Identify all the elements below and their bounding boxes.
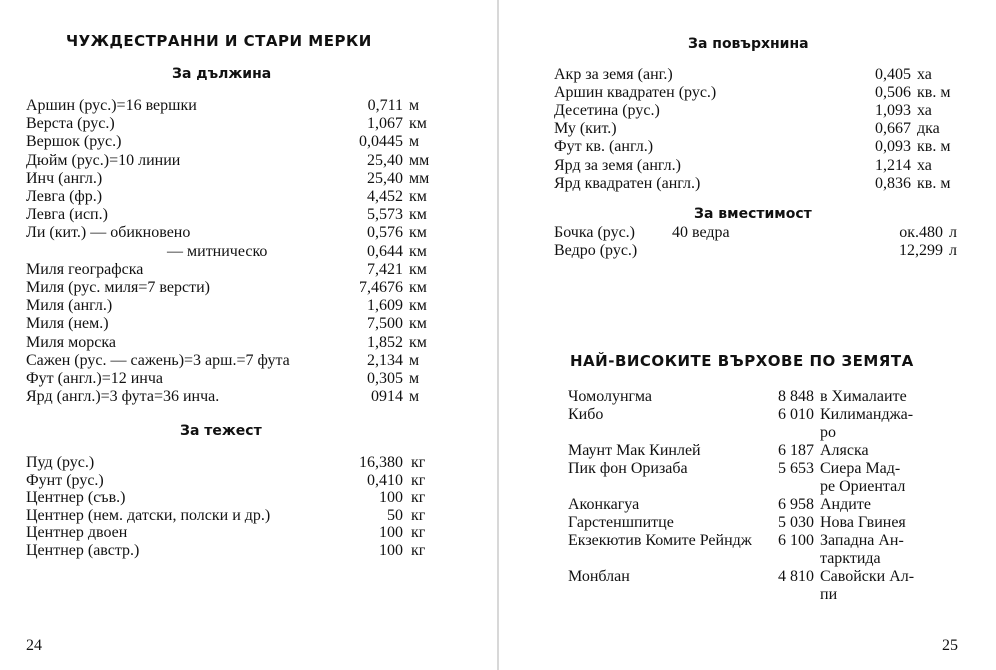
- measure-unit: л: [949, 242, 957, 259]
- measure-name: Миля (англ.): [26, 297, 113, 315]
- measure-unit: м: [409, 388, 420, 406]
- measure-value: 100: [379, 542, 403, 559]
- section-title-weight: За тежест: [180, 423, 262, 439]
- measure-value: 0,0445: [359, 133, 403, 151]
- measure-unit: мм: [409, 169, 430, 187]
- measure-name: Миля (нем.): [26, 315, 109, 333]
- measure-value: 25,40: [367, 151, 403, 169]
- measure-name: — митническо: [167, 242, 268, 260]
- measure-name: Миля морска: [26, 333, 116, 351]
- measure-name: Верста (рус.): [26, 115, 115, 133]
- measure-name: Центнер (нем. датски, полски и др.): [26, 506, 271, 524]
- measure-value: 0914: [371, 388, 403, 406]
- section-title-area: За повърхнина: [688, 36, 809, 52]
- mountain-location-cont: ре Ориентал: [820, 478, 906, 495]
- mountain-location: Килиманджа-: [820, 406, 914, 423]
- mountain-name: Гарстеншпитце: [568, 514, 674, 531]
- measure-name: Ярд (англ.)=3 фута=36 инча.: [26, 388, 220, 406]
- measure-name: Дюйм (рус.)=10 линии: [26, 151, 181, 169]
- measure-unit: км: [409, 242, 427, 260]
- measure-row: [26, 507, 436, 525]
- mountain-location: Сиера Мад-: [820, 460, 901, 477]
- mountain-location: Аляска: [820, 442, 869, 459]
- mountain-location-cont: ро: [820, 424, 836, 441]
- measure-value: 1,609: [367, 297, 403, 315]
- measure-unit: км: [409, 206, 427, 224]
- mountain-height: 5 653: [778, 460, 814, 477]
- mountain-row: [568, 532, 958, 567]
- measure-value: 5,573: [367, 206, 403, 224]
- measure-row: [26, 188, 436, 206]
- measure-unit: м: [409, 370, 420, 387]
- mountain-row: [568, 460, 958, 495]
- measure-unit: кг: [411, 542, 426, 559]
- measure-unit: ха: [917, 102, 932, 120]
- measure-row: [26, 97, 436, 115]
- measure-row: [554, 66, 964, 84]
- measure-unit: ха: [917, 66, 932, 83]
- mountain-location: Нова Гвинея: [820, 514, 906, 531]
- measure-extra: 40 ведра: [672, 224, 730, 241]
- measure-name: Акр за земя (анг.): [554, 66, 673, 83]
- measure-name: Аршин (рус.)=16 вершки: [26, 97, 197, 114]
- measure-value: 1,067: [367, 115, 403, 133]
- measure-value: 7,500: [367, 315, 403, 333]
- mountain-row: [568, 406, 958, 441]
- measure-name: Сажен (рус. — сажень)=3 арш.=7 фута: [26, 351, 290, 369]
- measure-unit: км: [409, 224, 427, 242]
- mountain-name: Кибо: [568, 406, 604, 423]
- measure-value: 100: [379, 524, 403, 542]
- measure-name: Ли (кит.) — обикновено: [26, 224, 191, 242]
- mountain-name: Монблан: [568, 568, 630, 585]
- measure-name: Му (кит.): [554, 120, 617, 138]
- measure-name: Вершок (рус.): [26, 133, 122, 151]
- measure-row: [26, 224, 436, 242]
- measure-unit: кг: [411, 489, 426, 507]
- mountain-location: Андите: [820, 496, 871, 513]
- measure-value: 0,093: [875, 138, 911, 156]
- mountain-height: 6 958: [778, 496, 814, 513]
- page-number-right: 25: [942, 637, 958, 654]
- measure-value: 25,40: [367, 169, 403, 187]
- measure-row: [554, 138, 964, 156]
- mountain-row: [568, 496, 958, 514]
- measure-name: Ярд квадратен (англ.): [554, 174, 701, 192]
- mountain-location: в Хималаите: [820, 388, 907, 405]
- measure-name: Левга (исп.): [26, 206, 108, 224]
- measure-unit: кг: [411, 524, 426, 542]
- measure-name: Фут кв. (англ.): [554, 138, 654, 156]
- mountain-height: 5 030: [778, 514, 814, 531]
- measure-unit: км: [409, 188, 427, 205]
- mountain-height: 6 010: [778, 406, 814, 423]
- mountain-height: 8 848: [778, 388, 814, 405]
- measure-value: 0,836: [875, 174, 911, 192]
- measure-row: [26, 454, 436, 472]
- measure-value: 0,711: [367, 97, 403, 114]
- measure-unit: кг: [411, 506, 426, 524]
- measure-unit: км: [409, 115, 427, 133]
- measure-value: 50: [387, 506, 403, 524]
- mountains-title: НАЙ-ВИСОКИТЕ ВЪРХОВЕ ПО ЗЕМЯТА: [570, 352, 914, 370]
- measure-row: [554, 242, 964, 260]
- measure-unit: кг: [411, 471, 426, 489]
- measure-value: 1,214: [875, 156, 911, 174]
- page-main-title: ЧУЖДЕСТРАННИ И СТАРИ МЕРКИ: [66, 32, 372, 50]
- mountain-name: Аконкагуа: [568, 496, 640, 513]
- mountain-height: 6 100: [778, 532, 814, 549]
- measure-unit: л: [949, 224, 957, 241]
- measure-value: 0,644: [367, 242, 403, 260]
- measure-unit: км: [409, 315, 427, 333]
- measure-unit: ха: [917, 156, 932, 174]
- measure-value: 7,4676: [359, 279, 403, 296]
- measure-row: [26, 472, 436, 490]
- measure-row: [554, 84, 964, 102]
- measure-row: [26, 388, 436, 406]
- measure-value: 7,421: [367, 260, 403, 278]
- measure-name: Миля географска: [26, 260, 144, 278]
- measure-value: 0,667: [875, 120, 911, 138]
- measure-row: [554, 175, 964, 193]
- mountain-height: 6 187: [778, 442, 814, 459]
- measure-row: [26, 489, 436, 507]
- measure-row: [26, 170, 436, 188]
- mountain-height: 4 810: [778, 568, 814, 585]
- mountain-location: Западна Ан-: [820, 532, 904, 549]
- mountain-location-cont: пи: [820, 586, 838, 603]
- measure-unit: км: [409, 297, 427, 315]
- measure-value: 1,093: [875, 102, 911, 120]
- mountain-name: Чомолунгма: [568, 388, 653, 405]
- mountain-location-cont: тарктида: [820, 550, 881, 567]
- measure-row: [26, 524, 436, 542]
- mountain-row: [568, 514, 958, 532]
- measure-unit: м: [409, 97, 420, 114]
- measure-name: Центнер (съв.): [26, 489, 126, 507]
- measure-name: Ярд за земя (англ.): [554, 156, 681, 174]
- measure-unit: мм: [409, 151, 430, 169]
- measure-value: 0,506: [875, 84, 911, 102]
- measure-unit: км: [409, 279, 427, 296]
- measure-name: Бочка (рус.): [554, 224, 635, 241]
- measure-name: Фут (англ.)=12 инча: [26, 370, 163, 387]
- measure-name: Аршин квадратен (рус.): [554, 84, 717, 102]
- measure-unit: км: [409, 260, 427, 278]
- section-title-volume: За вместимост: [694, 206, 812, 222]
- measure-unit: кв. м: [917, 138, 951, 156]
- mountain-location: Савойски Ал-: [820, 568, 915, 585]
- measure-row: [26, 297, 436, 315]
- mountain-name: Пик фон Оризаба: [568, 460, 688, 477]
- measure-row: [554, 120, 964, 138]
- measure-name: Десетина (рус.): [554, 102, 660, 120]
- measure-value: 100: [379, 489, 403, 507]
- measure-row: [26, 152, 436, 170]
- measure-unit: кв. м: [917, 174, 951, 192]
- page-right: [498, 0, 996, 670]
- mountain-row: [568, 442, 958, 460]
- measure-value: 0,576: [367, 224, 403, 242]
- measure-value: 4,452: [367, 188, 403, 205]
- measure-name: Пуд (рус.): [26, 454, 95, 471]
- measure-unit: м: [409, 133, 420, 151]
- measure-row: [26, 352, 436, 370]
- measure-name: Инч (англ.): [26, 169, 103, 187]
- measure-value: 12,299: [899, 242, 943, 259]
- measure-row: [26, 261, 436, 279]
- section-title-length: За дължина: [172, 66, 272, 82]
- measure-value: 2,134: [367, 351, 403, 369]
- measure-value: ок.480: [899, 224, 943, 241]
- measure-name: Ведро (рус.): [554, 242, 638, 259]
- measure-value: 0,410: [367, 471, 403, 489]
- mountain-name: Екзекютив Комите Рейндж: [568, 532, 752, 549]
- measure-row: [554, 157, 964, 175]
- mountain-row: [568, 568, 958, 603]
- measure-unit: дка: [917, 120, 940, 138]
- measure-name: Миля (рус. миля=7 версти): [26, 279, 210, 296]
- measure-name: Центнер двоен: [26, 524, 128, 542]
- mountain-row: [568, 388, 958, 406]
- measure-unit: кв. м: [917, 84, 951, 102]
- measure-name: Центнер (австр.): [26, 542, 140, 559]
- measure-row: [26, 206, 436, 224]
- measure-value: 16,380: [359, 454, 403, 471]
- measure-row: [26, 279, 436, 297]
- page-number-left: 24: [26, 637, 42, 654]
- measure-row: [26, 115, 436, 133]
- measure-row: [554, 224, 964, 242]
- measure-row: [554, 102, 964, 120]
- measure-row: [26, 370, 436, 388]
- measure-row: [26, 334, 436, 352]
- measure-unit: км: [409, 333, 427, 351]
- measure-row: [26, 315, 436, 333]
- measure-row: [26, 243, 436, 261]
- mountain-name: Маунт Мак Кинлей: [568, 442, 701, 459]
- measure-name: Левга (фр.): [26, 188, 103, 205]
- measure-row: [26, 133, 436, 151]
- measure-value: 1,852: [367, 333, 403, 351]
- measure-value: 0,305: [367, 370, 403, 387]
- measure-unit: м: [409, 351, 420, 369]
- measure-value: 0,405: [875, 66, 911, 83]
- measure-name: Фунт (рус.): [26, 471, 104, 489]
- measure-unit: кг: [411, 454, 426, 471]
- measure-row: [26, 542, 436, 560]
